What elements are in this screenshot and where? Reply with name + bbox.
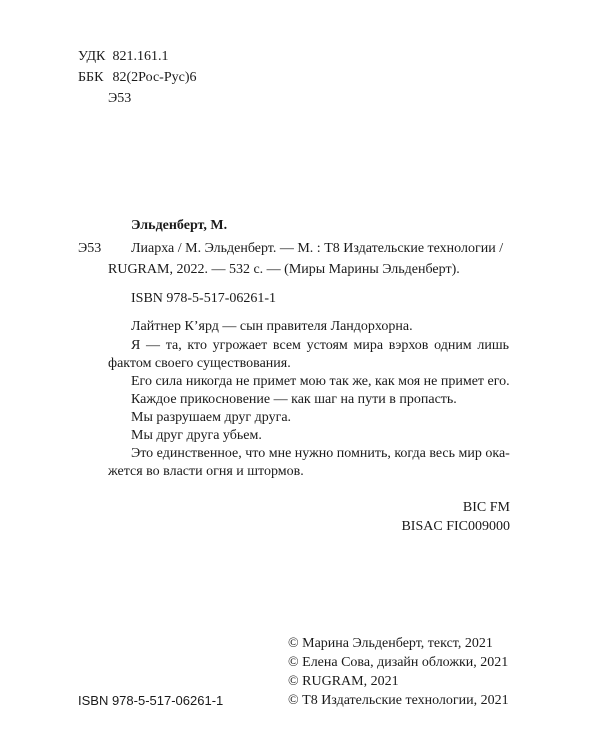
- catalog-isbn: ISBN 978-5-517-06261-1: [131, 291, 277, 306]
- copyright-line: © Т8 Издательские технологии, 2021: [288, 693, 509, 708]
- udk-line: [78, 48, 169, 66]
- annotation-line-3: фактом своего существования.: [108, 356, 291, 371]
- catalog-line-2: RUGRAM, 2022. — 532 с. — (Миры Марины Эльденберт).: [108, 262, 460, 277]
- copyright-line: © Марина Эльденберт, текст, 2021: [288, 636, 493, 651]
- bisac-code: BISAC FIC009000: [401, 519, 510, 534]
- author-mark-catalog: Э53: [78, 241, 102, 256]
- author-mark-top: Э53: [108, 91, 132, 106]
- annotation-line-5: Каждое прикосновение — как шаг на пути в пропасть.: [131, 392, 457, 407]
- annotation-line-1: Лайтнер К’ярд — сын правителя Ландорхорна.: [131, 319, 413, 334]
- annotation-line-7: Мы друг друга убьем.: [131, 428, 262, 443]
- annotation-line-6: Мы разрушаем друг друга.: [131, 410, 292, 425]
- footer-isbn: ISBN 978-5-517-06261-1: [78, 693, 224, 708]
- annotation-line-4: Его сила никогда не примет мою так же, как моя не примет его.: [131, 374, 510, 389]
- bbk-value: 82(2Рос-Рус)6: [112, 70, 197, 85]
- copyright-line: © RUGRAM, 2021: [288, 674, 399, 689]
- bbk-line: [78, 69, 197, 87]
- udk-value: 821.161.1: [112, 49, 169, 64]
- annotation-line-9: жется во власти огня и штормов.: [108, 464, 304, 479]
- author-heading: Эльденберт, М.: [131, 218, 228, 233]
- bbk-label: ББК: [78, 70, 104, 85]
- bic-code: BIC FM: [462, 500, 510, 515]
- annotation-line-2: Я — та, кто угрожает всем устоям мира вэрхов одним лишь: [131, 338, 509, 353]
- annotation-line-8: Это единственное, что мне нужно помнить, когда весь мир ока-: [131, 446, 510, 461]
- catalog-line-1: Лиарха / М. Эльденберт. — М. : Т8 Издательские технологии /: [131, 241, 504, 256]
- copyright-line: © Елена Сова, дизайн обложки, 2021: [288, 655, 509, 670]
- udk-label: УДК: [78, 49, 106, 64]
